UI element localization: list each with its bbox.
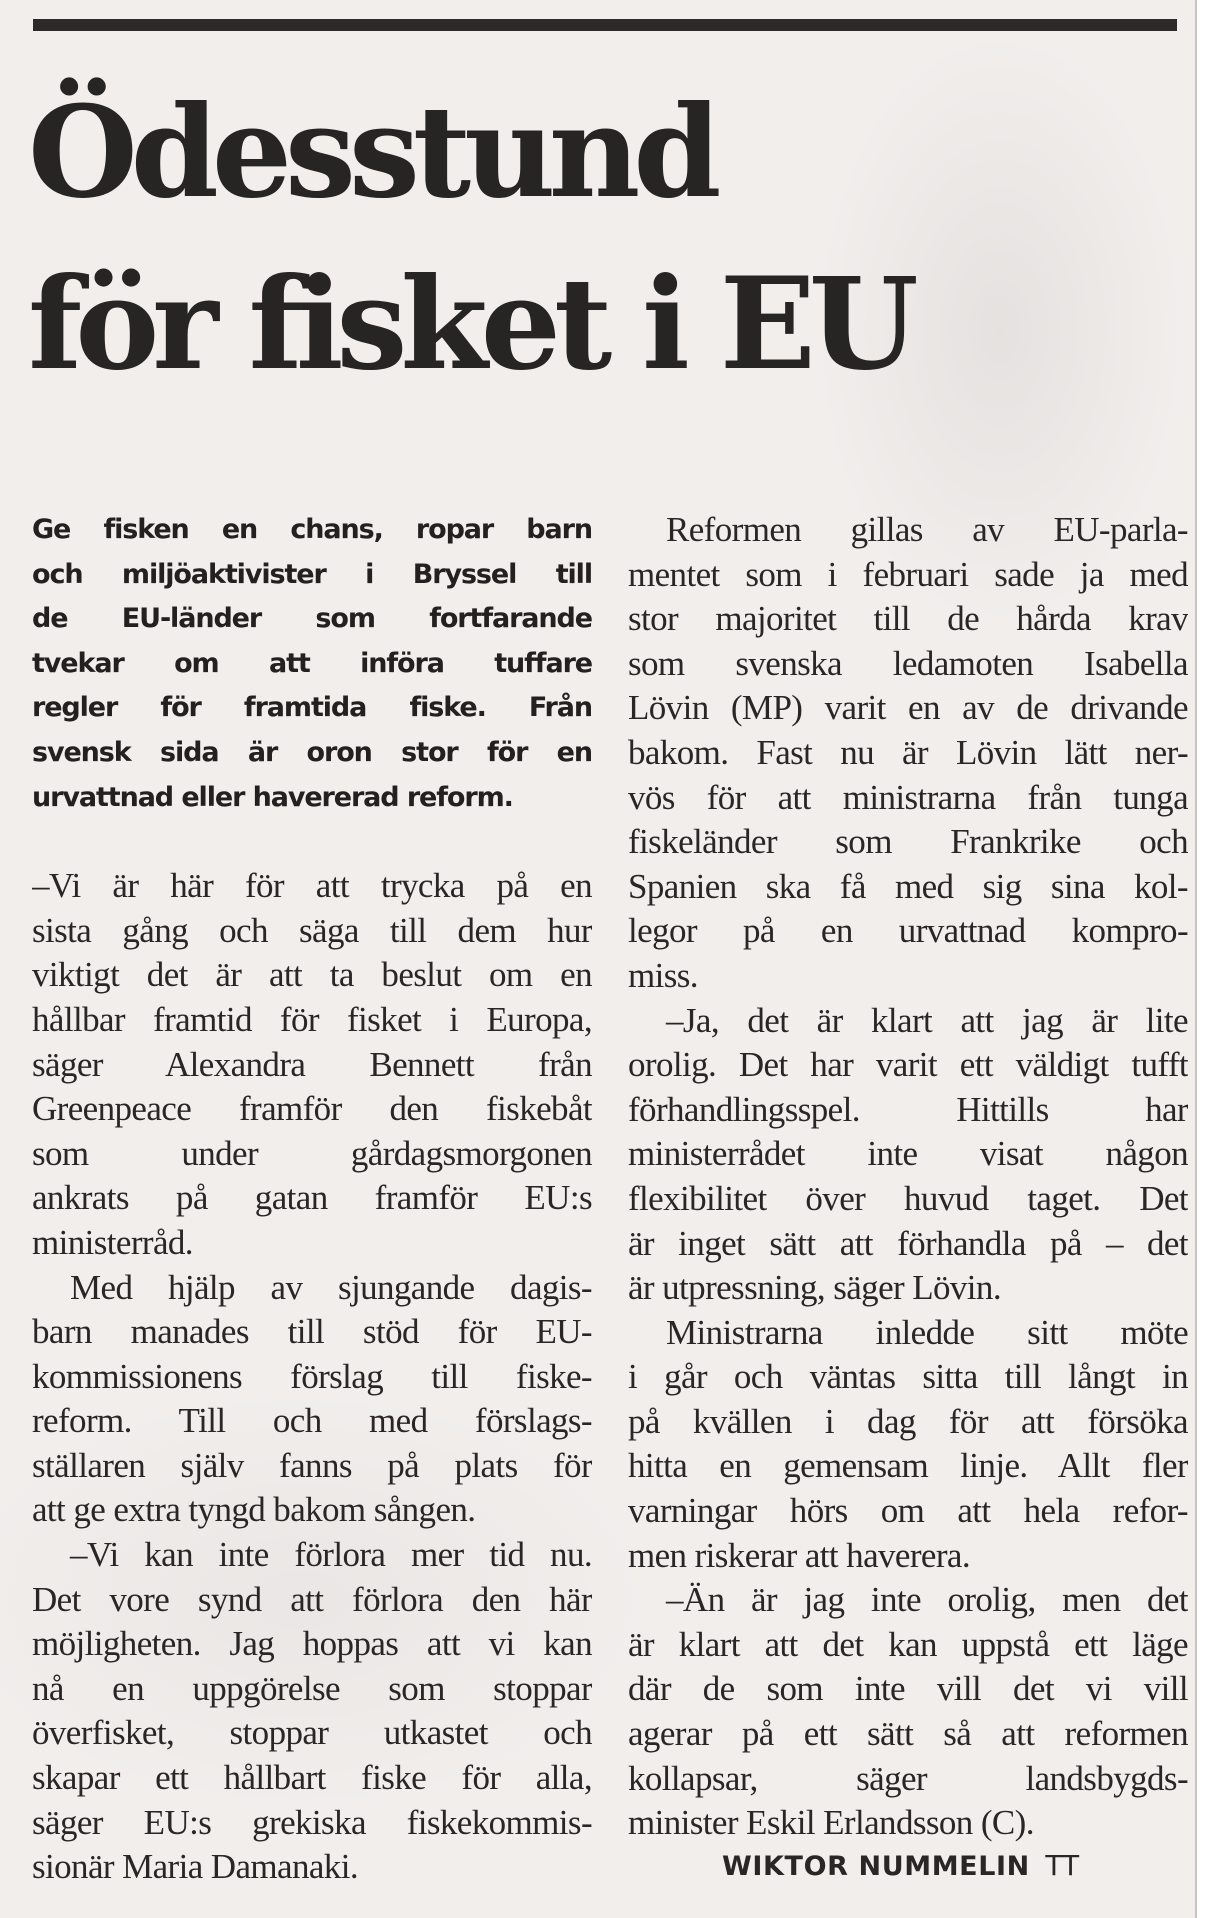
- lead-line: Ge fisken en chans, ropar barn: [32, 514, 592, 545]
- top-rule: [33, 19, 1177, 31]
- body-line: reform. Till och med förslags-: [32, 1401, 592, 1441]
- body-line: orolig. Det har varit ett väldigt tufft: [628, 1045, 1188, 1085]
- body-line: nå en uppgörelse som stoppar: [32, 1668, 592, 1708]
- byline: [722, 1846, 1079, 1887]
- body-line: vös för att ministrarna från tunga: [628, 777, 1188, 817]
- body-line: kommissionens förslag till fiske-: [32, 1356, 592, 1396]
- body-line: ställaren själv fanns på plats för: [32, 1445, 592, 1485]
- body-line: som svenska ledamoten Isabella: [628, 643, 1188, 683]
- body-line: mentet som i februari sade ja med: [628, 554, 1188, 594]
- body-line: ankrats på gatan framför EU:s: [32, 1178, 592, 1218]
- lead-line: regler för framtida fiske. Från: [32, 692, 592, 724]
- body-line: Lövin (MP) varit en av de drivande: [628, 688, 1188, 728]
- lead-line: och miljöaktivister i Bryssel till: [32, 558, 592, 590]
- body-line: Spanien ska få med sig sina kol-: [628, 866, 1188, 906]
- body-line: Ministrarna inledde sitt möte: [666, 1312, 1188, 1352]
- right-body-text: [628, 508, 1188, 1846]
- headline-line: Ödesstund: [28, 78, 715, 226]
- left-body-text: [32, 864, 592, 1890]
- body-line: viktigt det är att ta beslut om en: [32, 955, 592, 995]
- body-line: miss.: [628, 955, 698, 995]
- lead-line: de EU-länder som fortfarande: [32, 603, 592, 635]
- lead-paragraph: [32, 508, 592, 820]
- body-line: hållbar framtid för fisket i Europa,: [32, 999, 592, 1039]
- body-line: –Än är jag inte orolig, men det: [666, 1580, 1188, 1620]
- body-line: barn manades till stöd för EU-: [32, 1312, 592, 1352]
- body-line: förhandlingsspel. Hittills har: [628, 1089, 1188, 1129]
- body-line: Reformen gillas av EU-parla-: [666, 510, 1188, 549]
- body-line: sista gång och säga till dem hur: [32, 910, 592, 950]
- body-line: sionär Maria Damanaki.: [32, 1847, 358, 1887]
- body-line: är utpressning, säger Lövin.: [628, 1268, 1001, 1308]
- body-line: säger EU:s grekiska fiskekommis-: [32, 1802, 592, 1842]
- body-line: där de som inte vill det vi vill: [628, 1669, 1188, 1709]
- body-line: –Vi kan inte förlora mer tid nu.: [70, 1535, 592, 1575]
- body-line: agerar på ett sätt så att reformen: [628, 1714, 1188, 1754]
- body-line: bakom. Fast nu är Lövin lätt ner-: [628, 732, 1188, 772]
- right-column: [628, 508, 1188, 1846]
- body-line: stor majoritet till de hårda krav: [628, 599, 1188, 639]
- body-line: överfisket, stoppar utkastet och: [32, 1713, 592, 1753]
- headline-line: för fisket i EU: [28, 250, 912, 398]
- byline-agency: TT: [1045, 1849, 1080, 1882]
- body-line: Greenpeace framför den fiskebåt: [32, 1089, 592, 1129]
- lead-line: svensk sida är oron stor för en: [32, 736, 592, 768]
- body-line: som under gårdagsmorgonen: [32, 1133, 592, 1173]
- body-line: fiskeländer som Frankrike och: [628, 822, 1188, 862]
- lead-line: tvekar om att införa tuffare: [32, 647, 592, 679]
- body-line: varningar hörs om att hela refor-: [628, 1491, 1188, 1531]
- body-line: –Ja, det är klart att jag är lite: [666, 1000, 1188, 1040]
- body-line: Det vore synd att förlora den här: [32, 1579, 592, 1619]
- body-line: hitta en gemensam linje. Allt fler: [628, 1446, 1188, 1486]
- body-line: säger Alexandra Bennett från: [32, 1044, 592, 1084]
- body-line: kollapsar, säger landsbygds-: [628, 1758, 1188, 1798]
- body-line: på kvällen i dag för att försöka: [628, 1401, 1188, 1441]
- byline-author: WIKTOR NUMMELIN: [722, 1851, 1030, 1882]
- body-line: möjligheten. Jag hoppas att vi kan: [32, 1624, 592, 1664]
- body-line: legor på en urvattnad kompro-: [628, 911, 1188, 951]
- body-line: minister Eskil Erlandsson (C).: [628, 1803, 1034, 1843]
- body-line: ministerråd.: [32, 1222, 193, 1262]
- body-line: –Vi är här för att trycka på en: [32, 866, 592, 906]
- body-line: Med hjälp av sjungande dagis-: [70, 1267, 592, 1307]
- page-edge: [1195, 0, 1217, 1918]
- body-line: men riskerar att haverera.: [628, 1535, 970, 1575]
- left-column: [32, 508, 592, 1890]
- body-line: skapar ett hållbart fiske för alla,: [32, 1758, 592, 1798]
- body-line: flexibilitet över huvud taget. Det: [628, 1178, 1188, 1218]
- body-line: ministerrådet inte visat någon: [628, 1134, 1188, 1174]
- body-line: är klart att det kan uppstå ett läge: [628, 1624, 1188, 1664]
- body-line: är inget sätt att förhandla på – det: [628, 1223, 1188, 1263]
- body-line: i går och väntas sitta till långt in: [628, 1357, 1188, 1397]
- lead-line: urvattnad eller havererad reform.: [32, 781, 513, 813]
- headline: [28, 66, 1128, 410]
- body-line: att ge extra tyngd bakom sången.: [32, 1490, 476, 1530]
